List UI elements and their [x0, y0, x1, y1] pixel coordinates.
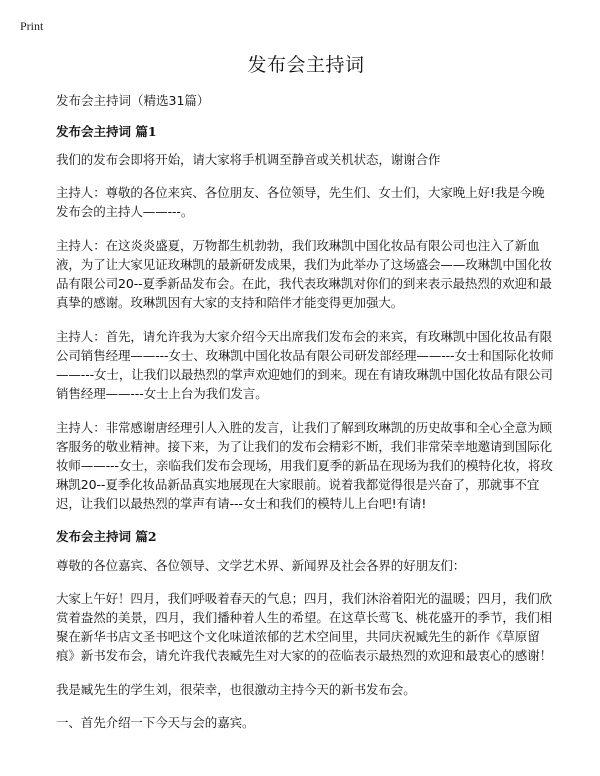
paragraph: 我们的发布会即将开始，请大家将手机调至静音或关机状态，谢谢合作 — [56, 152, 441, 167]
paragraph: 我是臧先生的学生刘，很荣幸，也很激动主持今天的新书发布会。 — [56, 682, 416, 697]
paragraph: 一、首先介绍一下今天与会的嘉宾。 — [56, 715, 255, 730]
paragraph: 大家上午好！四月，我们呼吸着春天的气息；四月，我们沐浴着阳光的温暖；四月，我们欣赏着盎然的美景，四月，我们播种着人生的希望。在这草长莺飞、桃花盛开的季节，我们相聚在新华书店文圣书吧这个文化味道浓郁的艺术空间里，共同庆祝臧先生的新作《草原留痕》新书发布会，请允许我代表臧先生对大家的的莅临表示最热烈的欢迎和最衷心的感谢！ — [56, 591, 553, 663]
paragraph: 主持人：在这炎炎盛夏，万物都生机勃勃，我们玫琳凯中国化妆品有限公司也注入了新血液，为了让大家见证玫琳凯的最新研发成果，我们为此举办了这场盛会——玫琳凯中国化妆品有限公司20--夏季新品发布会。在此，我代表玫琳凯对你们的到来表示最热烈的欢迎和最真挚的感谢。玫琳凯因有大家的支持和陪伴才能变得更加强大。 — [56, 238, 553, 310]
document-subtitle: 发布会主持词（精选31篇） — [56, 93, 210, 108]
document-body — [56, 50, 556, 732]
section-heading-2: 发布会主持词 篇2 — [56, 529, 157, 544]
paragraph: 尊敬的各位嘉宾、各位领导、文学艺术界、新闻界及社会各界的好朋友们： — [56, 558, 466, 573]
paragraph: 主持人：尊敬的各位来宾、各位朋友、各位领导，先生们、女士们，大家晚上好!我是今晚发布会的主持人——---。 — [56, 185, 545, 219]
page-title: 发布会主持词 — [247, 54, 365, 76]
paragraph: 主持人：非常感谢唐经理引人入胜的发言，让我们了解到玫琳凯的历史故事和全心全意为顾客服务的敬业精神。接下来，为了让我们的发布会精彩不断，我们非常荣幸地邀请到国际化妆师——---女士，亲临我们发布会现场，用我们夏季的新品在现场为我们的模特化妆，将玫琳凯20--夏季化妆品新品真实地展现在大家眼前。说着我都觉得很是兴奋了，那就事不宜迟，让我们以最热烈的掌声有请---女士和我们的模特儿上台吧!有请! — [56, 420, 553, 511]
paragraph: 主持人：首先，请允许我为大家介绍今天出席我们发布会的来宾，有玫琳凯中国化妆品有限公司销售经理——---女士、玫琳凯中国化妆品有限公司研发部经理——---女士和国际化妆师——---女士，让我们以最热烈的掌声欢迎她们的到来。现在有请玫琳凯中国化妆品有限公司销售经理——---女士上台为我们发言。 — [56, 329, 554, 401]
section-heading-1: 发布会主持词 篇1 — [56, 124, 157, 139]
print-link[interactable]: Print — [20, 19, 44, 33]
